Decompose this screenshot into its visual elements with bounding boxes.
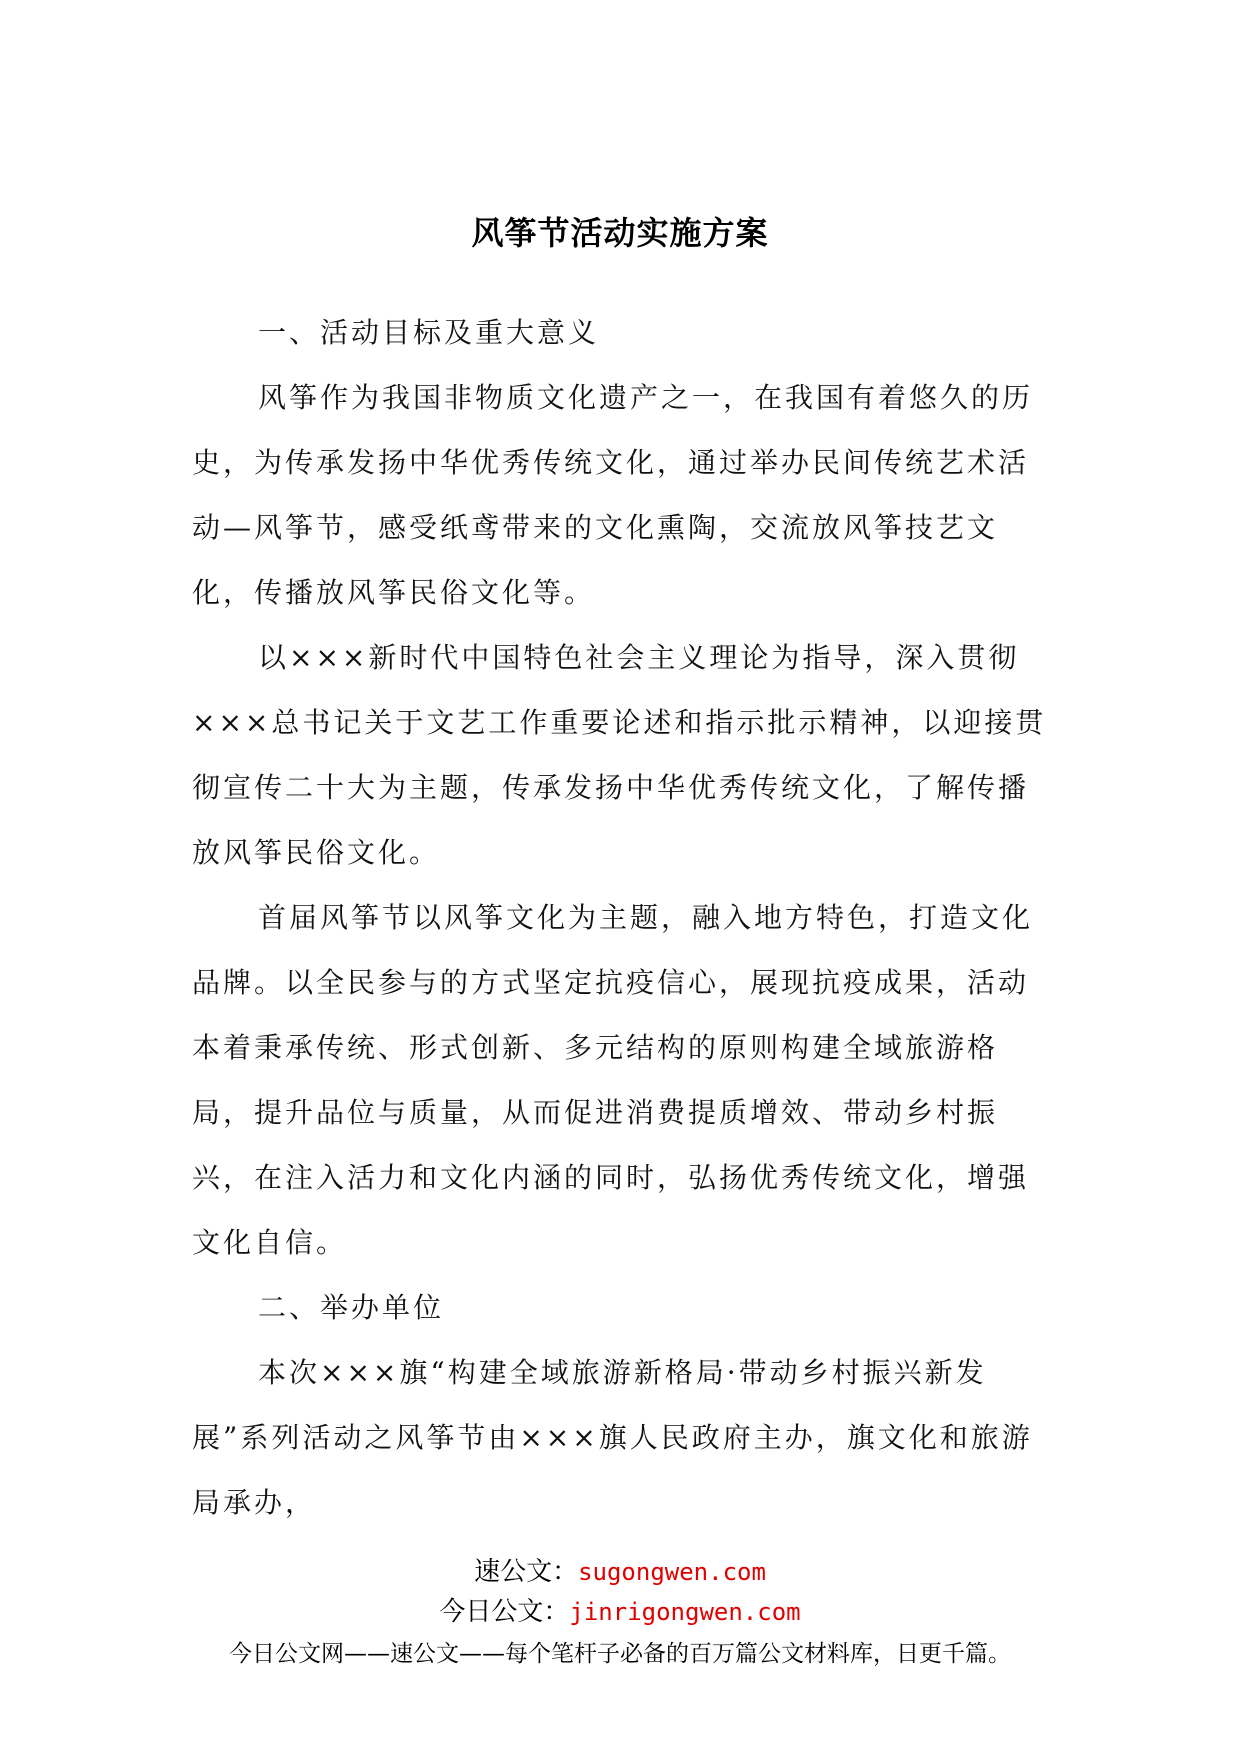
footer-label: 今日公文：: [439, 1597, 570, 1627]
footer-line-sugongwen: [0, 1552, 1240, 1592]
footer-link-jinrigongwen[interactable]: jinrigongwen.com: [569, 1598, 801, 1626]
paragraph: 本次×××旗“构建全域旅游新格局·带动乡村振兴新发展”系列活动之风筝节由×××旗人民政府主办，旗文化和旅游局承办，: [192, 1356, 1033, 1519]
watermark-footer: [0, 1552, 1240, 1674]
document-title: 风筝节活动实施方案: [471, 214, 769, 252]
section-heading-1: 一、活动目标及重大意义: [258, 316, 600, 349]
footer-link-sugongwen[interactable]: sugongwen.com: [578, 1558, 766, 1586]
footer-line-jinrigongwen: [0, 1592, 1240, 1632]
paragraph: 首届风筝节以风筝文化为主题，融入地方特色，打造文化品牌。以全民参与的方式坚定抗疫信心，展现抗疫成果，活动本着秉承传统、形式创新、多元结构的原则构建全域旅游格局，提升品位与质量，从而促进消费提质增效、带动乡村振兴，在注入活力和文化内涵的同时，弘扬优秀传统文化，增强文化自信。: [192, 901, 1034, 1259]
footer-tagline: 今日公文网——速公文——每个笔杆子必备的百万篇公文材料库，日更千篇。: [229, 1641, 1011, 1667]
paragraph: 以×××新时代中国特色社会主义理论为指导，深入贯彻×××总书记关于文艺工作重要论述和指示批示精神，以迎接贯彻宣传二十大为主题，传承发扬中华优秀传统文化，了解传播放风筝民俗文化。: [192, 641, 1047, 869]
footer-label: 速公文：: [474, 1557, 579, 1587]
document-body: [192, 300, 1052, 1535]
paragraph: 风筝作为我国非物质文化遗产之一，在我国有着悠久的历史，为传承发扬中华优秀传统文化，通过举办民间传统艺术活动—风筝节，感受纸鸢带来的文化熏陶，交流放风筝技艺文化，传播放风筝民俗文化等。: [192, 381, 1034, 609]
section-heading-2: 二、举办单位: [258, 1291, 445, 1324]
